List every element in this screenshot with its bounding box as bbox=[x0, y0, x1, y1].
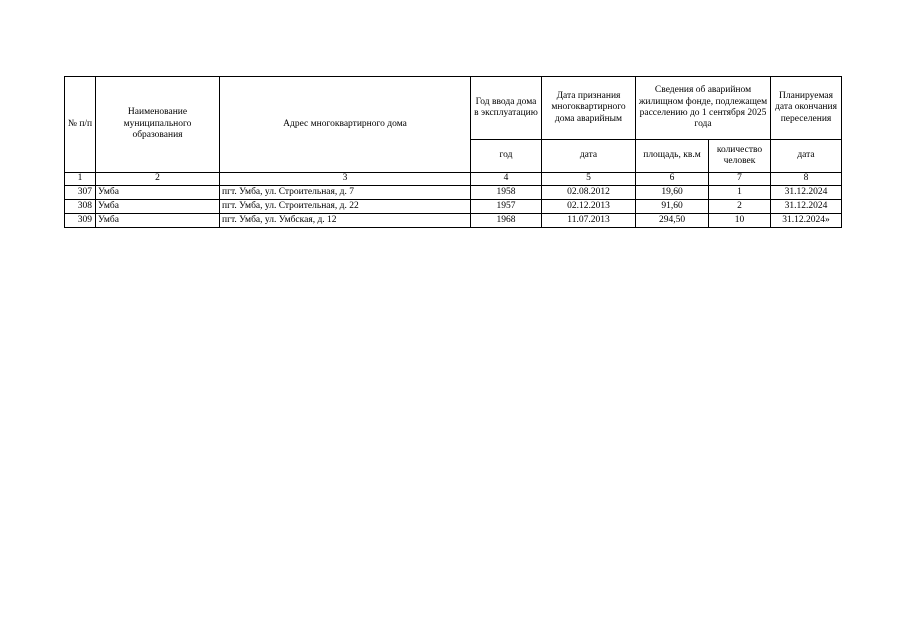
cell-year: 1957 bbox=[471, 200, 542, 214]
table-row bbox=[65, 200, 842, 214]
column-number: 7 bbox=[709, 173, 771, 186]
cell-year: 1958 bbox=[471, 186, 542, 200]
column-number: 6 bbox=[636, 173, 709, 186]
cell-area: 91,60 bbox=[636, 200, 709, 214]
column-number: 8 bbox=[771, 173, 842, 186]
header-address: Адрес многоквартирного дома bbox=[220, 77, 471, 173]
cell-area: 294,50 bbox=[636, 214, 709, 228]
cell-end-date: 31.12.2024 bbox=[771, 200, 842, 214]
cell-people: 1 bbox=[709, 186, 771, 200]
header-year-built: Год ввода дома в эксплуатацию bbox=[471, 77, 542, 140]
table-row bbox=[65, 186, 842, 200]
cell-date: 11.07.2013 bbox=[542, 214, 636, 228]
cell-date: 02.12.2013 bbox=[542, 200, 636, 214]
column-number: 2 bbox=[96, 173, 220, 186]
cell-num: 309 bbox=[65, 214, 96, 228]
header-info-group: Сведения об аварийном жилищном фонде, подлежащем расселению до 1 сентября 2025 года bbox=[636, 77, 771, 140]
header-row-column-numbers bbox=[65, 173, 842, 186]
document-sheet bbox=[64, 76, 842, 228]
table-row bbox=[65, 214, 842, 228]
cell-num: 308 bbox=[65, 200, 96, 214]
cell-end-date: 31.12.2024 bbox=[771, 186, 842, 200]
header-row-main bbox=[65, 77, 842, 140]
column-number: 1 bbox=[65, 173, 96, 186]
column-number: 3 bbox=[220, 173, 471, 186]
header-sub-year: год bbox=[471, 140, 542, 173]
header-municipality: Наименование муниципального образования bbox=[96, 77, 220, 173]
cell-address: пгт. Умба, ул. Умбская, д. 12 bbox=[220, 214, 471, 228]
header-planned-end: Планируемая дата окончания переселения bbox=[771, 77, 842, 140]
header-sub-people: количество человек bbox=[709, 140, 771, 173]
cell-people: 2 bbox=[709, 200, 771, 214]
header-sub-date: дата bbox=[542, 140, 636, 173]
header-sub-date2: дата bbox=[771, 140, 842, 173]
cell-num: 307 bbox=[65, 186, 96, 200]
header-num: № п/п bbox=[65, 77, 96, 173]
header-date-emergency: Дата признания многоквартирного дома аварийным bbox=[542, 77, 636, 140]
cell-address: пгт. Умба, ул. Строительная, д. 22 bbox=[220, 200, 471, 214]
cell-date: 02.08.2012 bbox=[542, 186, 636, 200]
cell-address: пгт. Умба, ул. Строительная, д. 7 bbox=[220, 186, 471, 200]
cell-municipality: Умба bbox=[96, 214, 220, 228]
header-sub-area: площадь, кв.м bbox=[636, 140, 709, 173]
column-number: 4 bbox=[471, 173, 542, 186]
cell-municipality: Умба bbox=[96, 186, 220, 200]
cell-municipality: Умба bbox=[96, 200, 220, 214]
cell-year: 1968 bbox=[471, 214, 542, 228]
column-number: 5 bbox=[542, 173, 636, 186]
housing-register-table bbox=[64, 76, 842, 228]
cell-people: 10 bbox=[709, 214, 771, 228]
cell-end-date: 31.12.2024» bbox=[771, 214, 842, 228]
cell-area: 19,60 bbox=[636, 186, 709, 200]
